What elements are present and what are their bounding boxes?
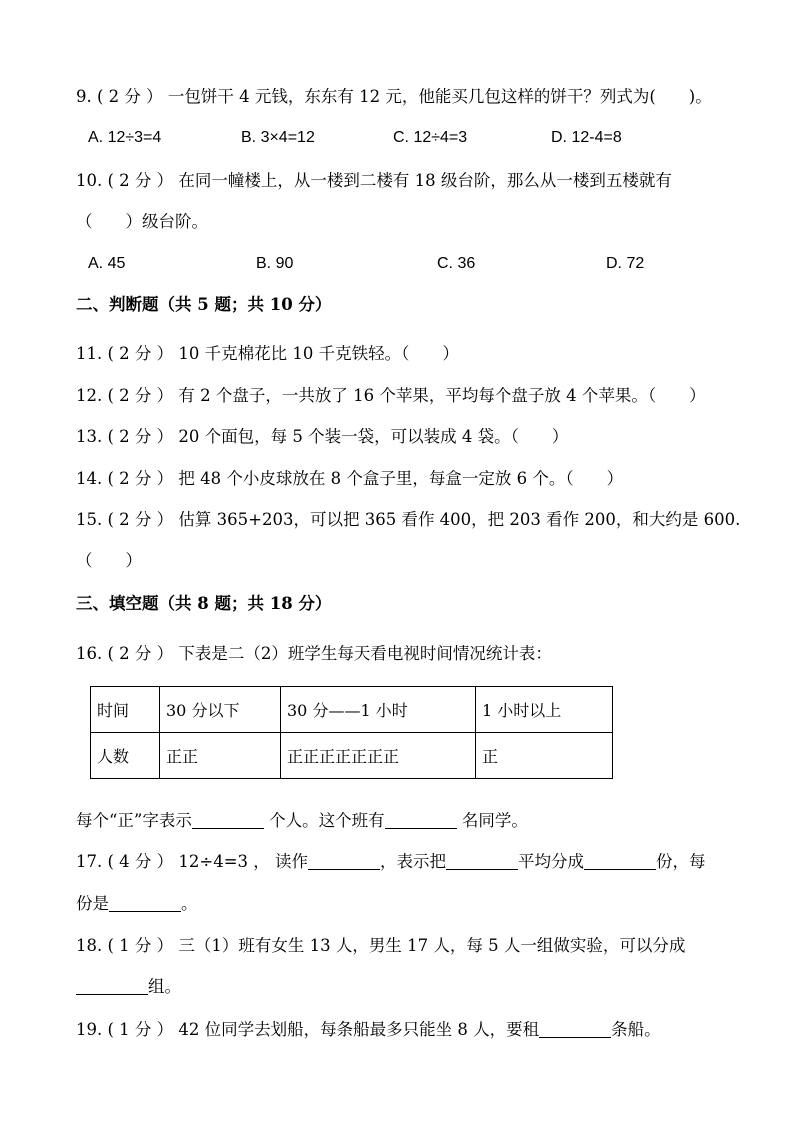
question-15-text-cont: （ ） xyxy=(76,551,142,570)
tv-time-table xyxy=(90,686,613,779)
question-18-text: 18. ( 1 分 ） 三（1）班有女生 13 人，男生 17 人，每 5 人一组做实验，可以分成 xyxy=(76,936,686,955)
q18-text-end: 组。 xyxy=(148,977,181,996)
q16-text-c: 名同学。 xyxy=(456,811,528,830)
q16-text-b: 个人。这个班有 xyxy=(263,811,385,830)
question-17-text xyxy=(76,851,706,873)
table-cell: 正正 xyxy=(160,733,281,779)
q9-option-a[interactable]: A. 12÷3=4 xyxy=(88,129,162,146)
question-9-text: 9. ( 2 分 ） 一包饼干 4 元钱，东东有 12 元，他能买几包这样的饼干？列式为( )。 xyxy=(76,87,712,106)
question-13-text: 13. ( 2 分 ） 20 个面包，每 5 个装一袋，可以装成 4 袋。（ ） xyxy=(76,427,569,446)
q9-option-b[interactable]: B. 3×4=12 xyxy=(241,129,315,146)
question-14-text: 14. ( 2 分 ） 把 48 个小皮球放在 8 个盒子里，每盒一定放 6 个。（ ） xyxy=(76,469,624,488)
q19-text-b: 条船。 xyxy=(611,1020,661,1039)
q10-option-c[interactable]: C. 36 xyxy=(437,255,476,272)
question-16-fill xyxy=(76,810,528,832)
question-12-text: 12. ( 2 分 ） 有 2 个盘子，一共放了 16 个苹果，平均每个盘子放 4 个苹果。（ ） xyxy=(76,386,706,405)
question-18-text-cont xyxy=(76,976,181,998)
question-11-text: 11. ( 2 分 ） 10 千克棉花比 10 千克铁轻。（ ） xyxy=(76,344,459,363)
table-row xyxy=(91,687,613,733)
answer-blank[interactable] xyxy=(109,895,181,912)
q9-option-c[interactable]: C. 12÷4=3 xyxy=(393,129,468,146)
answer-blank[interactable] xyxy=(76,978,148,995)
answer-blank[interactable] xyxy=(446,853,518,870)
q9-option-d[interactable]: D. 12-4=8 xyxy=(551,129,622,146)
q17-text-e: 份是 xyxy=(76,894,109,913)
question-10-text: 10. ( 2 分 ） 在同一幢楼上，从一楼到二楼有 18 级台阶，那么从一楼到五楼就有 xyxy=(76,171,672,190)
answer-blank[interactable] xyxy=(192,812,264,829)
table-cell: 30 分以下 xyxy=(160,687,281,733)
question-17-text-cont xyxy=(76,893,198,915)
question-16-intro: 16. ( 2 分 ） 下表是二（2）班学生每天看电视时间情况统计表： xyxy=(76,644,552,663)
table-cell: 时间 xyxy=(91,687,160,733)
q10-option-b[interactable]: B. 90 xyxy=(256,255,294,272)
question-15-text: 15. ( 2 分 ） 估算 365+203，可以把 365 看作 400，把 203 看作 200，和大约是 600. xyxy=(76,510,741,529)
q17-text-b: ，表示把 xyxy=(380,852,447,871)
answer-blank[interactable] xyxy=(385,812,457,829)
section-3-heading: 三、填空题（共 8 题；共 18 分） xyxy=(76,594,332,613)
q17-text-d: 份，每 xyxy=(656,852,706,871)
table-cell: 1 小时以上 xyxy=(476,687,613,733)
question-19-text xyxy=(76,1019,661,1041)
q10-option-d[interactable]: D. 72 xyxy=(606,255,645,272)
answer-blank[interactable] xyxy=(584,853,656,870)
q17-text-f: 。 xyxy=(181,894,198,913)
table-cell: 正正正正正正正 xyxy=(281,733,476,779)
answer-blank[interactable] xyxy=(539,1021,611,1038)
q17-text-c: 平均分成 xyxy=(518,852,585,871)
answer-blank[interactable] xyxy=(308,853,380,870)
q17-text-a: 17. ( 4 分 ） 12÷4=3 ， 读作 xyxy=(76,852,309,871)
q16-text-a: 每个“正”字表示 xyxy=(76,811,192,830)
table-row xyxy=(91,733,613,779)
table-cell: 人数 xyxy=(91,733,160,779)
q19-text-a: 19. ( 1 分 ） 42 位同学去划船，每条船最多只能坐 8 人，要租 xyxy=(76,1020,540,1039)
section-2-heading: 二、判断题（共 5 题；共 10 分） xyxy=(76,295,332,314)
table-cell: 30 分——1 小时 xyxy=(281,687,476,733)
q10-option-a[interactable]: A. 45 xyxy=(88,255,126,272)
question-10-text-cont: （ ）级台阶。 xyxy=(76,212,208,231)
table-cell: 正 xyxy=(476,733,613,779)
